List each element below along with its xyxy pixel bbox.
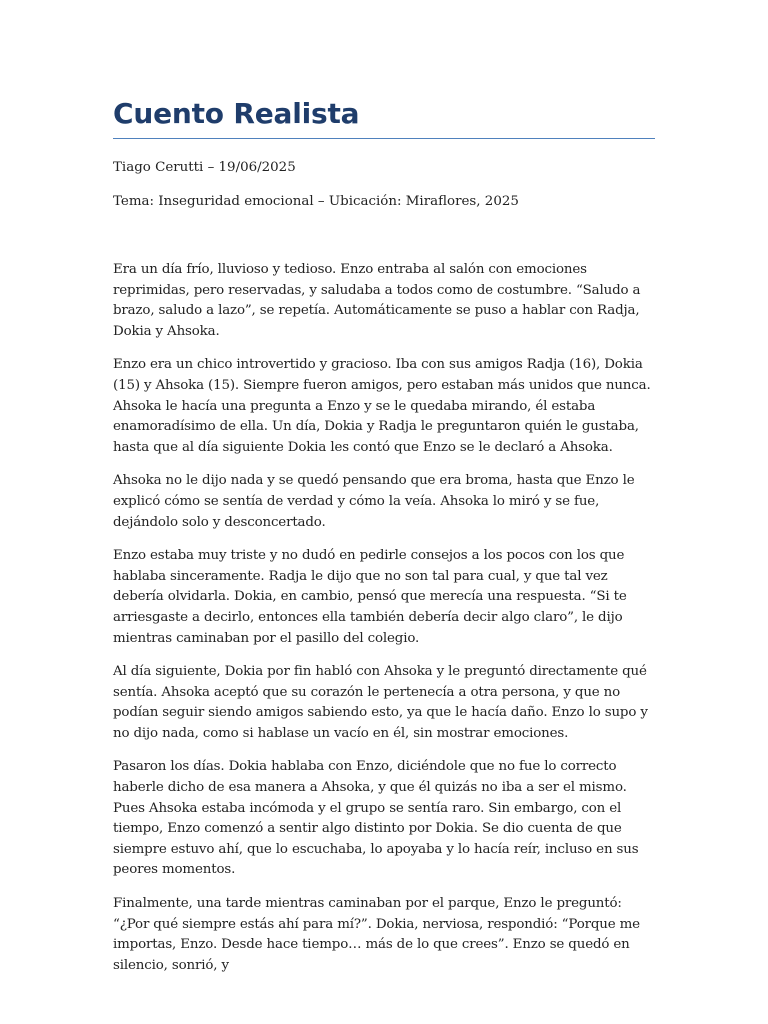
story-paragraph: Enzo estaba muy triste y no dudó en pedirle consejos a los pocos con los que hablaba sinceramente. Radja le dijo que no son tal para cual, y que tal vez debería olvidarla. Dokia, en cambio, pensó que merecía una respuesta. “Si te arriesgaste a decirlo, entonces ella también debería decir algo claro”, le dijo mientras caminaban por el pasillo del colegio. — [113, 548, 627, 646]
story-paragraph: Era un día frío, lluvioso y tedioso. Enzo entraba al salón con emociones reprimidas, pero reservadas, y saludaba a todos como de costumbre. “Saludo a brazo, saludo a lazo”, se repetía. Automáticamente se puso a hablar con Radja, Dokia y Ahsoka. — [113, 262, 641, 339]
story-paragraph: Al día siguiente, Dokia por fin habló con Ahsoka y le preguntó directamente qué sentía. Ahsoka aceptó que su corazón le pertenecía a otra persona, y que no podían seguir siendo amigos sabiendo esto, ya que le hacía daño. Enzo lo supo y no dijo nada, como si hablase un vacío en él, sin mostrar emociones. — [113, 664, 648, 741]
theme-location-line: Tema: Inseguridad emocional – Ubicación: Miraflores, 2025 — [113, 194, 519, 209]
title-divider — [113, 138, 655, 139]
author-date-line: Tiago Cerutti – 19/06/2025 — [113, 160, 296, 175]
story-paragraph: Ahsoka no le dijo nada y se quedó pensando que era broma, hasta que Enzo le explicó cómo se sentía de verdad y cómo la veía. Ahsoka lo miró y se fue, dejándolo solo y desconcertado. — [113, 473, 635, 530]
story-body — [113, 260, 656, 976]
story-paragraph: Pasaron los días. Dokia hablaba con Enzo, diciéndole que no fue lo correcto haberle dicho de esa manera a Ahsoka, y que él quizás no iba a ser el mismo. Pues Ahsoka estaba incómoda y el grupo se sentía raro. Sin embargo, con el tiempo, Enzo comenzó a sentir algo distinto por Dokia. Se dio cuenta de que siempre estuvo ahí, que lo escuchaba, lo apoyaba y lo hacía reír, incluso en sus peores momentos. — [113, 759, 639, 878]
document-title: Cuento Realista — [113, 97, 360, 130]
document-page — [113, 94, 656, 989]
story-paragraph: Finalmente, una tarde mientras caminaban por el parque, Enzo le preguntó: “¿Por qué siempre estás ahí para mí?”. Dokia, nerviosa, respondió: “Porque me importas, Enzo. Desde hace tiempo… más de lo que crees”. Enzo se quedó en silencio, sonrió, y — [113, 896, 640, 973]
story-paragraph: Enzo era un chico introvertido y gracioso. Iba con sus amigos Radja (16), Dokia (15) y Ahsoka (15). Siempre fueron amigos, pero estaban más unidos que nunca. Ahsoka le hacía una pregunta a Enzo y se le quedaba mirando, él estaba enamoradísimo de ella. Un día, Dokia y Radja le preguntaron quién le gustaba, hasta que al día siguiente Dokia les contó que Enzo se le declaró a Ahsoka. — [113, 357, 651, 455]
